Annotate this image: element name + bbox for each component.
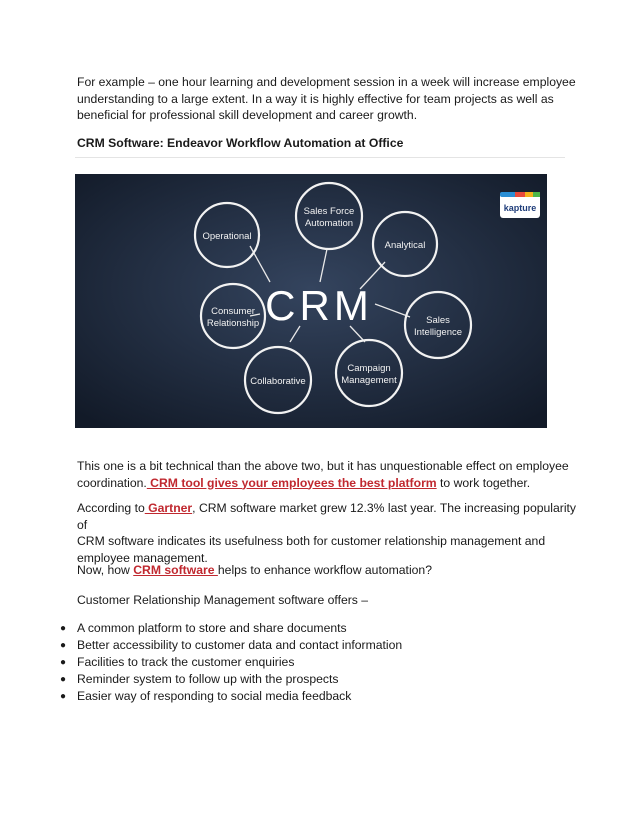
para2-line-2: CRM software indicates its usefulness both for customer relationship management and — [77, 534, 546, 548]
para2-line-1-post: , CRM software market grew 12.3% last year. The increasing popularity of — [77, 501, 577, 532]
bullet-icon: ● — [60, 623, 67, 634]
label-campaign-1: Campaign — [347, 363, 391, 374]
list-item — [60, 620, 402, 637]
bullet-icon: ● — [60, 674, 67, 685]
label-sales-intel-2: Intelligence — [413, 327, 463, 338]
para2-line-3: employee management. — [77, 550, 208, 565]
label-analytical: Analytical — [384, 240, 426, 251]
paragraph-question — [77, 562, 577, 579]
list-item — [60, 637, 402, 654]
label-collaborative: Collaborative — [250, 376, 306, 387]
heading-divider — [75, 157, 565, 158]
para3-post: helps to enhance workflow automation? — [217, 563, 432, 577]
intro-line-3: beneficial for professional skill development and career growth. — [77, 108, 418, 122]
link-crm-tool[interactable]: CRM tool gives your employees the best platform — [146, 475, 437, 490]
list-item-text: Reminder system to follow up with the prospects — [77, 672, 339, 686]
link-gartner[interactable]: Gartner — [144, 501, 193, 515]
section-heading: CRM Software: Endeavor Workflow Automation at Office — [77, 136, 404, 150]
label-campaign-2: Management — [341, 375, 397, 386]
list-item-text: Facilities to track the customer enquiries — [77, 655, 295, 669]
para1-line-2-pre: coordination. — [77, 475, 147, 490]
bullet-icon: ● — [60, 657, 67, 668]
intro-paragraph — [77, 74, 577, 124]
list-item-text: Better accessibility to customer data and contact information — [77, 638, 403, 652]
label-sales-intel-1: Sales — [426, 315, 450, 326]
list-item-text: Easier way of responding to social media feedback — [77, 689, 352, 703]
bullet-icon: ● — [60, 640, 67, 651]
para1-line-1: This one is a bit technical than the above two, but it has unquestionable effect on employee — [77, 459, 569, 473]
crm-banner-image — [75, 174, 547, 428]
intro-line-2: understanding to a large extent. In a way it is highly effective for team projects as well as — [77, 91, 554, 106]
para1-line-2-post: to work together. — [436, 475, 531, 490]
intro-line-1: For example – one hour learning and development session in a week will increase employee — [77, 75, 576, 89]
label-consumer-1: Consumer — [211, 306, 255, 317]
crm-center-label: CRM — [265, 282, 373, 329]
link-crm-software[interactable]: CRM software — [133, 563, 218, 577]
label-sales-force-2: Automation — [304, 218, 354, 229]
para2-line-1-pre: According to — [77, 501, 145, 515]
kapture-logo-text: kapture — [503, 203, 537, 213]
list-item — [60, 671, 402, 688]
list-item-text: A common platform to store and share documents — [77, 621, 347, 635]
paragraph-technical — [77, 458, 577, 491]
label-consumer-2: Relationship — [206, 318, 260, 329]
bullet-icon: ● — [60, 691, 67, 702]
kapture-logo — [500, 192, 540, 218]
label-operational: Operational — [202, 231, 252, 242]
para3-pre: Now, how — [77, 563, 134, 577]
paragraph-gartner — [77, 500, 577, 566]
list-item — [60, 654, 402, 671]
list-item — [60, 688, 402, 705]
offers-list — [60, 620, 402, 705]
label-sales-force-1: Sales Force — [303, 206, 355, 217]
paragraph-offers: Customer Relationship Management software offers – — [77, 593, 369, 607]
